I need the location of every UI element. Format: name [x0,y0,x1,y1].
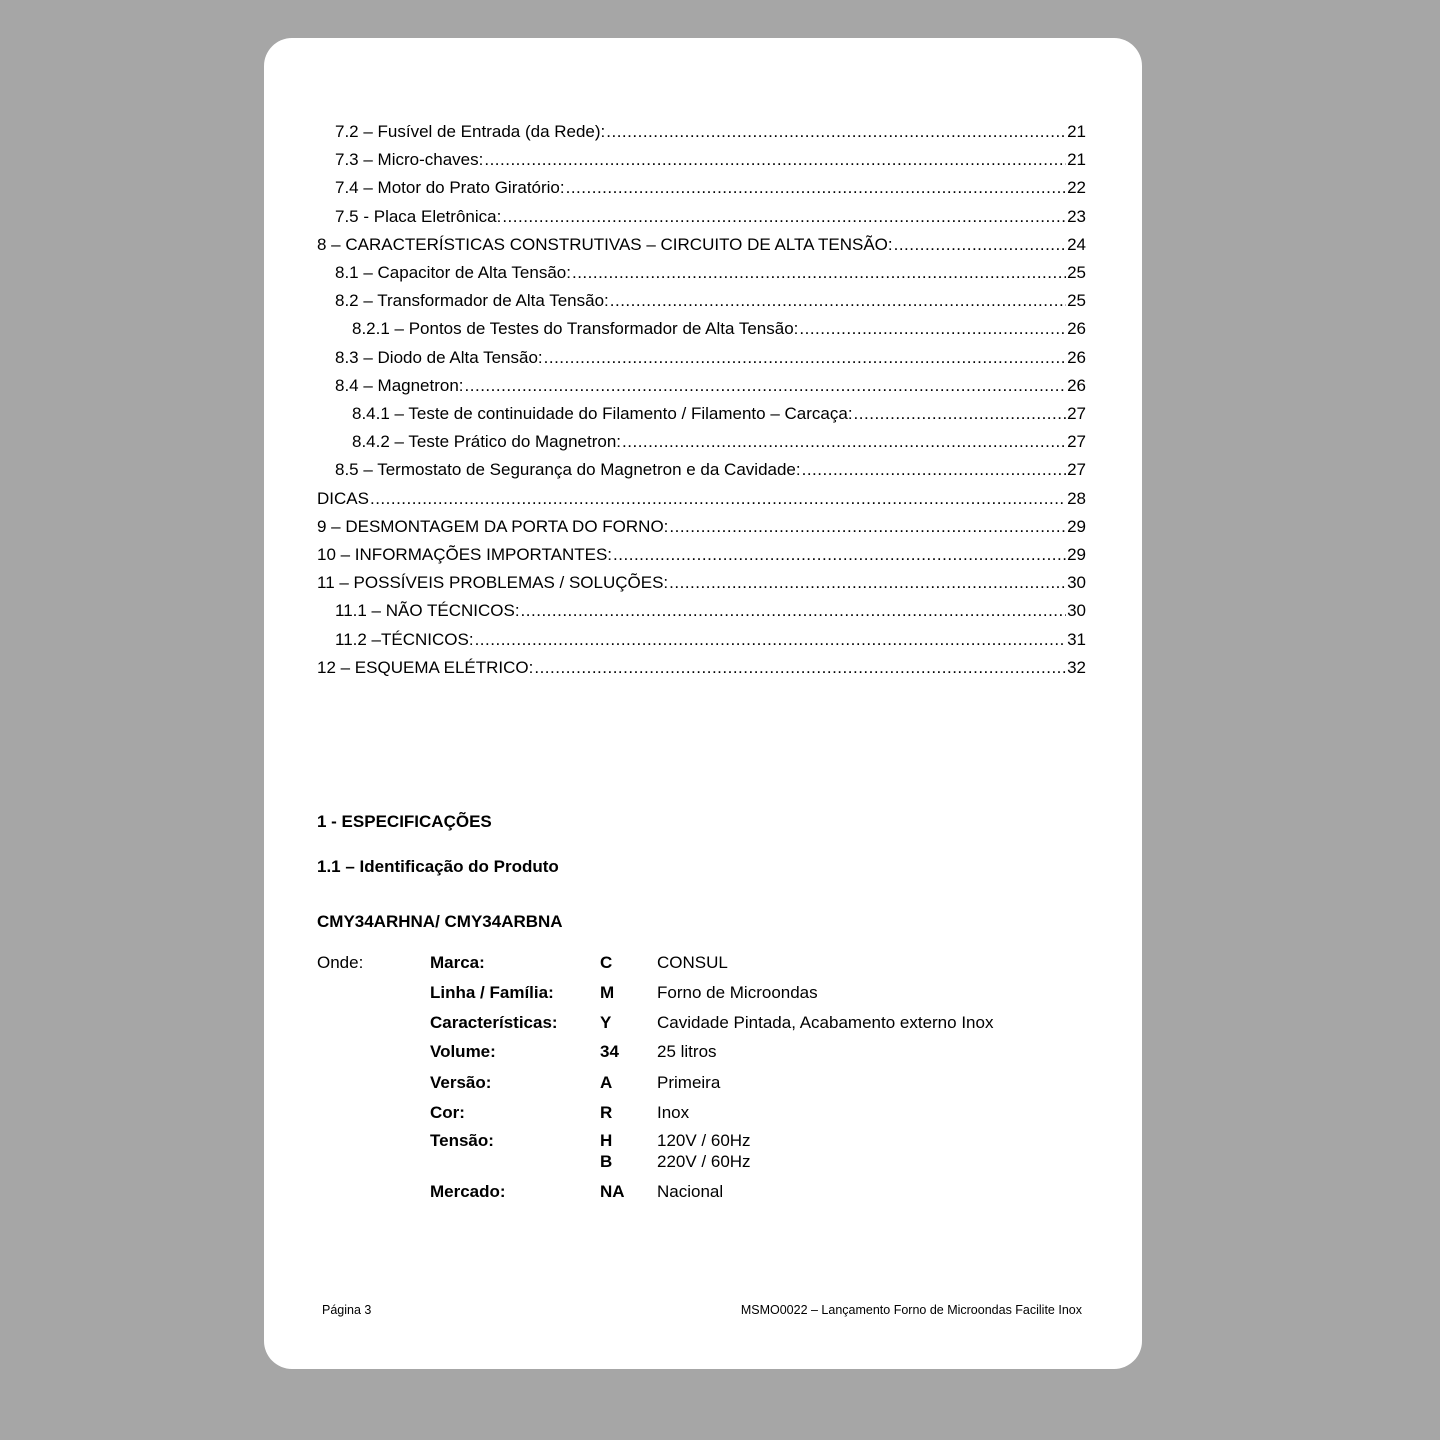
toc-entry-label: 8 – CARACTERÍSTICAS CONSTRUTIVAS – CIRCUITO DE ALTA TENSÃO: [317,235,893,254]
spec-value: Forno de Microondas [657,983,818,1002]
toc-entry-page: 31 [1067,630,1086,649]
toc-entry[interactable] [335,149,1086,171]
toc-dot-leader [370,488,1066,510]
spec-code: H [600,1131,613,1150]
footer-doc-title: MSMO0022 – Lançamento Forno de Microondas Facilite Inox [740,1303,1082,1317]
section-title: 1 - ESPECIFICAÇÕES [317,812,492,831]
toc-dot-leader [502,206,1066,228]
toc-dot-leader [622,431,1066,453]
toc-entry[interactable] [335,459,1086,481]
toc-entry[interactable] [317,488,1086,510]
toc-entry[interactable] [317,234,1086,256]
spec-key: Tensão: [430,1131,494,1150]
toc-entry-label: 10 – INFORMAÇÕES IMPORTANTES: [317,545,613,564]
toc-dot-leader [475,629,1067,651]
toc-entry-page: 27 [1067,404,1086,423]
toc-entry-label: 8.4 – Magnetron: [335,376,464,395]
toc-entry[interactable] [335,600,1086,622]
spec-code: NA [600,1182,625,1201]
toc-entry-label: 7.3 – Micro-chaves: [335,150,484,169]
toc-dot-leader [799,318,1066,340]
toc-entry-label: 8.2.1 – Pontos de Testes do Transformador de Alta Tensão: [352,319,799,338]
document-page [264,38,1142,1369]
spec-code: M [600,983,615,1002]
toc-entry-label: 11.2 –TÉCNICOS: [335,630,474,649]
toc-entry-page: 24 [1067,235,1086,254]
toc-entry[interactable] [352,403,1086,425]
toc-entry[interactable] [335,262,1086,284]
toc-entry[interactable] [335,629,1086,651]
toc-entry-page: 29 [1067,545,1086,564]
toc-entry-page: 26 [1067,319,1086,338]
toc-dot-leader [613,544,1066,566]
toc-entry-page: 28 [1067,489,1086,508]
toc-entry-page: 25 [1067,263,1086,282]
toc-dot-leader [465,375,1067,397]
toc-entry[interactable] [335,206,1086,228]
toc-entry[interactable] [335,121,1086,143]
toc-dot-leader [669,516,1066,538]
toc-entry-label: 7.2 – Fusível de Entrada (da Rede): [335,122,606,141]
spec-value: Inox [657,1103,690,1122]
footer-page-number: Página 3 [322,1303,372,1317]
toc-entry[interactable] [335,347,1086,369]
spec-code: R [600,1103,613,1122]
toc-entry[interactable] [317,572,1086,594]
toc-entry[interactable] [317,516,1086,538]
toc-entry[interactable] [352,431,1086,453]
toc-entry-label: 8.1 – Capacitor de Alta Tensão: [335,263,571,282]
toc-entry-page: 30 [1067,573,1086,592]
toc-entry-page: 22 [1067,178,1086,197]
toc-entry-page: 30 [1067,601,1086,620]
toc-entry-label: 11 – POSSÍVEIS PROBLEMAS / SOLUÇÕES: [317,573,669,592]
toc-entry-page: 21 [1067,150,1086,169]
toc-entry[interactable] [317,657,1086,679]
toc-dot-leader [521,600,1067,622]
toc-entry-label: 8.3 – Diodo de Alta Tensão: [335,348,543,367]
toc-entry-page: 27 [1067,460,1086,479]
spec-code: C [600,953,613,972]
toc-dot-leader [484,149,1066,171]
toc-dot-leader [894,234,1066,256]
spec-value: CONSUL [657,953,728,972]
toc-dot-leader [572,262,1066,284]
toc-dot-leader [669,572,1066,594]
toc-entry-page: 32 [1067,658,1086,677]
toc-entry-label: 8.5 – Termostato de Segurança do Magnetron e da Cavidade: [335,460,801,479]
spec-key: Linha / Família: [430,983,554,1002]
toc-entry-page: 27 [1067,432,1086,451]
toc-entry-label: 8.4.2 – Teste Prático do Magnetron: [352,432,622,451]
spec-value: Primeira [657,1073,721,1092]
spec-value: Nacional [657,1182,724,1201]
spec-key: Características: [430,1013,558,1032]
spec-key: Versão: [430,1073,492,1092]
toc-entry-page: 26 [1067,376,1086,395]
toc-entry-page: 21 [1067,122,1086,141]
spec-value: 120V / 60Hz [657,1131,751,1150]
spec-key: Marca: [430,953,485,972]
spec-key: Cor: [430,1103,465,1122]
spec-key: Volume: [430,1042,496,1061]
spec-code: B [600,1152,613,1171]
toc-dot-leader [854,403,1067,425]
toc-dot-leader [610,290,1066,312]
toc-entry[interactable] [335,375,1086,397]
toc-dot-leader [802,459,1066,481]
toc-entry-label: 12 – ESQUEMA ELÉTRICO: [317,658,534,677]
spec-key: Mercado: [430,1182,506,1201]
model-code: CMY34ARHNA/ CMY34ARBNA [317,912,563,931]
toc-entry-label: 9 – DESMONTAGEM DA PORTA DO FORNO: [317,517,669,536]
toc-entry[interactable] [352,318,1086,340]
section-subtitle: 1.1 – Identificação do Produto [317,857,559,876]
toc-dot-leader [544,347,1066,369]
toc-entry-label: 7.5 - Placa Eletrônica: [335,207,502,226]
toc-entry-page: 29 [1067,517,1086,536]
toc-entry-page: 23 [1067,207,1086,226]
toc-dot-leader [566,177,1066,199]
spec-code: Y [600,1013,612,1032]
spec-value: 220V / 60Hz [657,1152,751,1171]
spec-value: Cavidade Pintada, Acabamento externo Inox [657,1013,994,1032]
toc-entry-label: 7.4 – Motor do Prato Giratório: [335,178,565,197]
onde-label: Onde: [317,953,364,972]
toc-entry-page: 26 [1067,348,1086,367]
toc-dot-leader [534,657,1066,679]
toc-entry[interactable] [317,544,1086,566]
toc-entry[interactable] [335,177,1086,199]
spec-value: 25 litros [657,1042,717,1061]
toc-entry-page: 25 [1067,291,1086,310]
spec-code: 34 [600,1042,619,1061]
toc-entry[interactable] [335,290,1086,312]
toc-dot-leader [606,121,1066,143]
toc-entry-label: DICAS [317,489,369,508]
spec-code: A [600,1073,613,1092]
toc-entry-label: 8.2 – Transformador de Alta Tensão: [335,291,609,310]
toc-entry-label: 11.1 – NÃO TÉCNICOS: [335,601,520,620]
toc-entry-label: 8.4.1 – Teste de continuidade do Filamento / Filamento – Carcaça: [352,404,853,423]
